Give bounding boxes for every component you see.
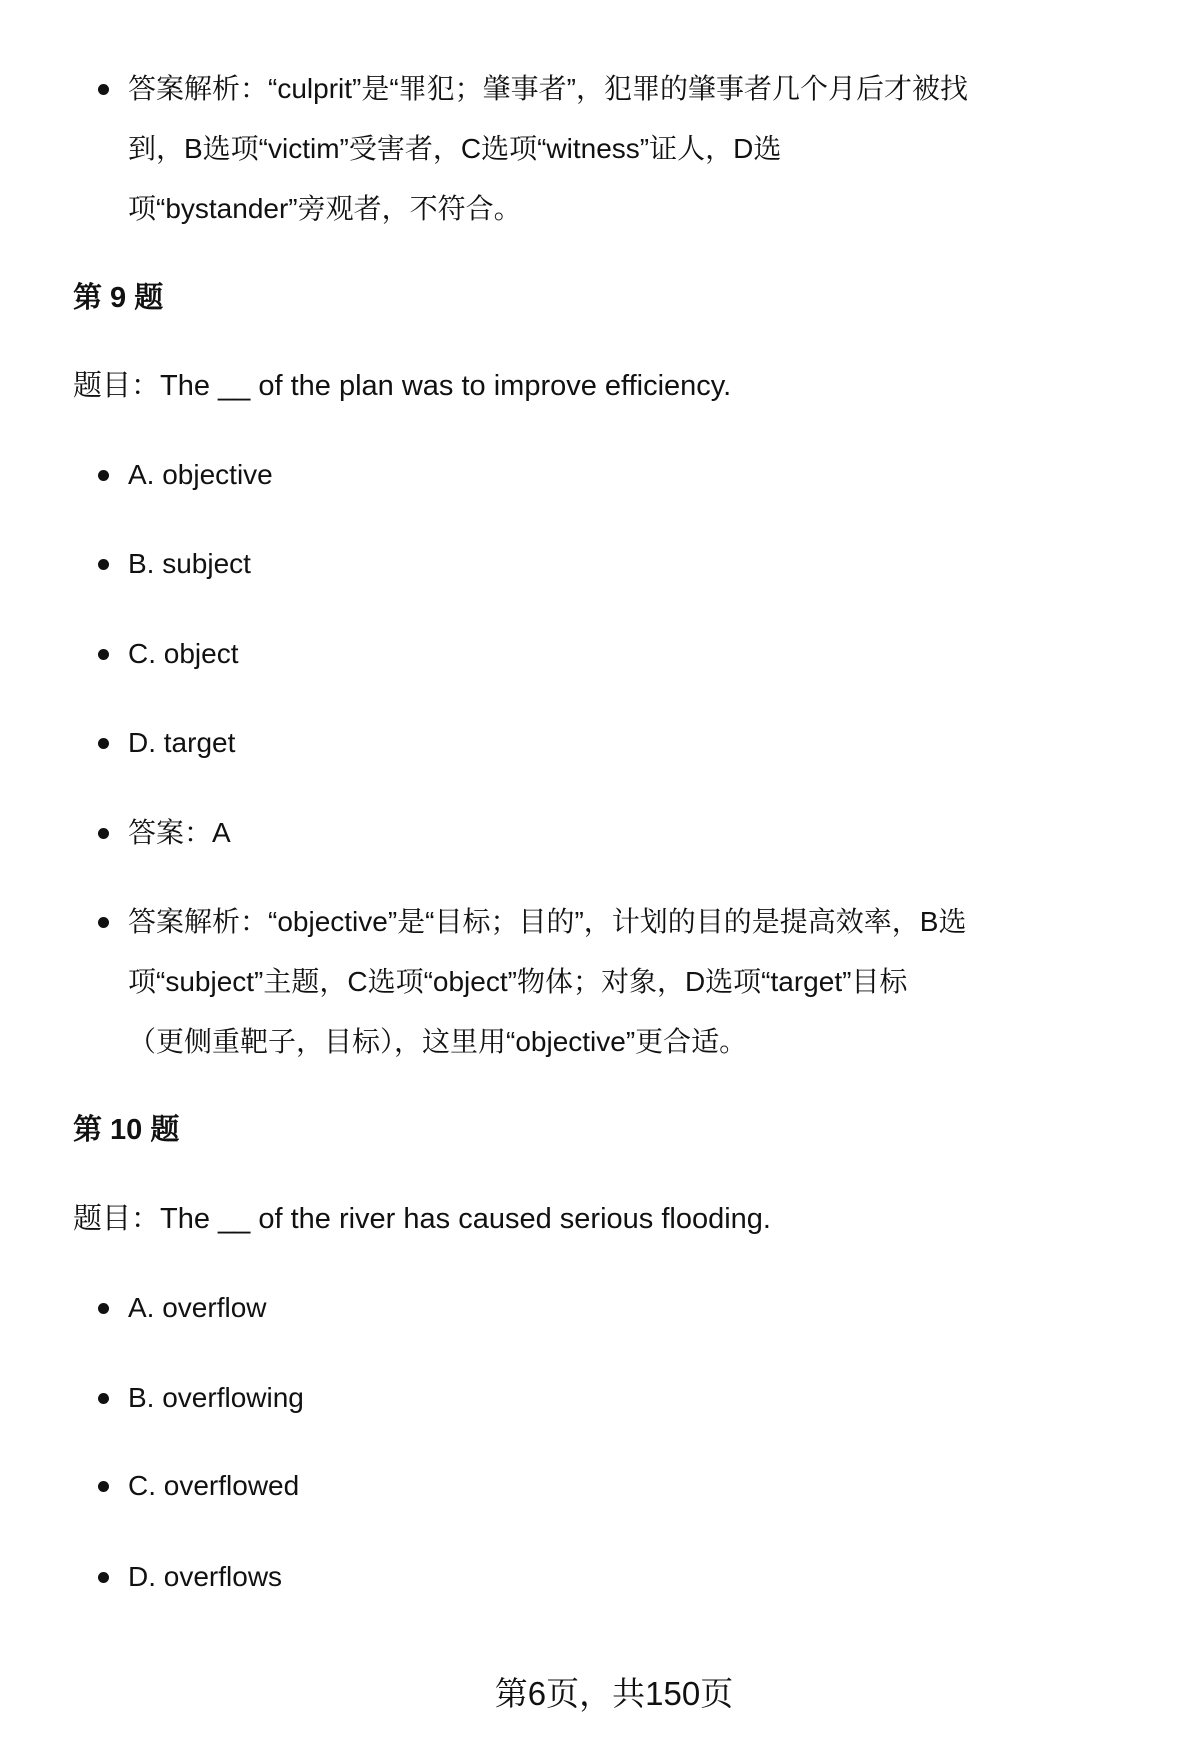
option-b: B. overflowing xyxy=(128,1382,304,1413)
bullet xyxy=(98,470,109,481)
explanation-line: 到，B选项“victim”受害者，C选项“witness”证人，D选 xyxy=(128,133,782,164)
answer: 答案：A xyxy=(128,817,231,848)
bullet xyxy=(98,649,109,660)
explanation-line: 项“bystander”旁观者，不符合。 xyxy=(128,193,522,224)
option-a: A. overflow xyxy=(128,1292,267,1323)
bullet xyxy=(98,84,109,95)
explanation-line: （更侧重靶子，目标），这里用“objective”更合适。 xyxy=(128,1026,748,1057)
q8-explanation xyxy=(128,59,968,239)
explanation-line: 项“subject”主题，C选项“object”物体；对象，D选项“target”目标 xyxy=(128,966,908,997)
question-heading: 第 9 题 xyxy=(73,282,164,314)
option-d: D. target xyxy=(128,727,236,758)
question-heading: 第 10 题 xyxy=(73,1114,180,1146)
question-text: 题目：The __ of the plan was to improve efficiency. xyxy=(73,370,732,402)
bullet xyxy=(98,1572,109,1583)
q9-explanation xyxy=(128,892,967,1072)
bullet xyxy=(98,1303,109,1314)
option-b: B. subject xyxy=(128,548,251,579)
page-number: 第6页，共150页 xyxy=(494,1675,734,1712)
option-a: A. objective xyxy=(128,459,273,490)
bullet xyxy=(98,738,109,749)
option-c: C. object xyxy=(128,638,239,669)
bullet xyxy=(98,917,109,928)
bullet xyxy=(98,828,109,839)
explanation-line: 答案解析：“culprit”是“罪犯；肇事者”，犯罪的肇事者几个月后才被找 xyxy=(128,73,968,104)
option-c: C. overflowed xyxy=(128,1470,300,1501)
bullet xyxy=(98,1481,109,1492)
option-d: D. overflows xyxy=(128,1561,283,1592)
explanation-line: 答案解析：“objective”是“目标；目的”，计划的目的是提高效率，B选 xyxy=(128,906,967,937)
bullet xyxy=(98,559,109,570)
question-text: 题目：The __ of the river has caused serious flooding. xyxy=(73,1203,771,1235)
bullet xyxy=(98,1393,109,1404)
